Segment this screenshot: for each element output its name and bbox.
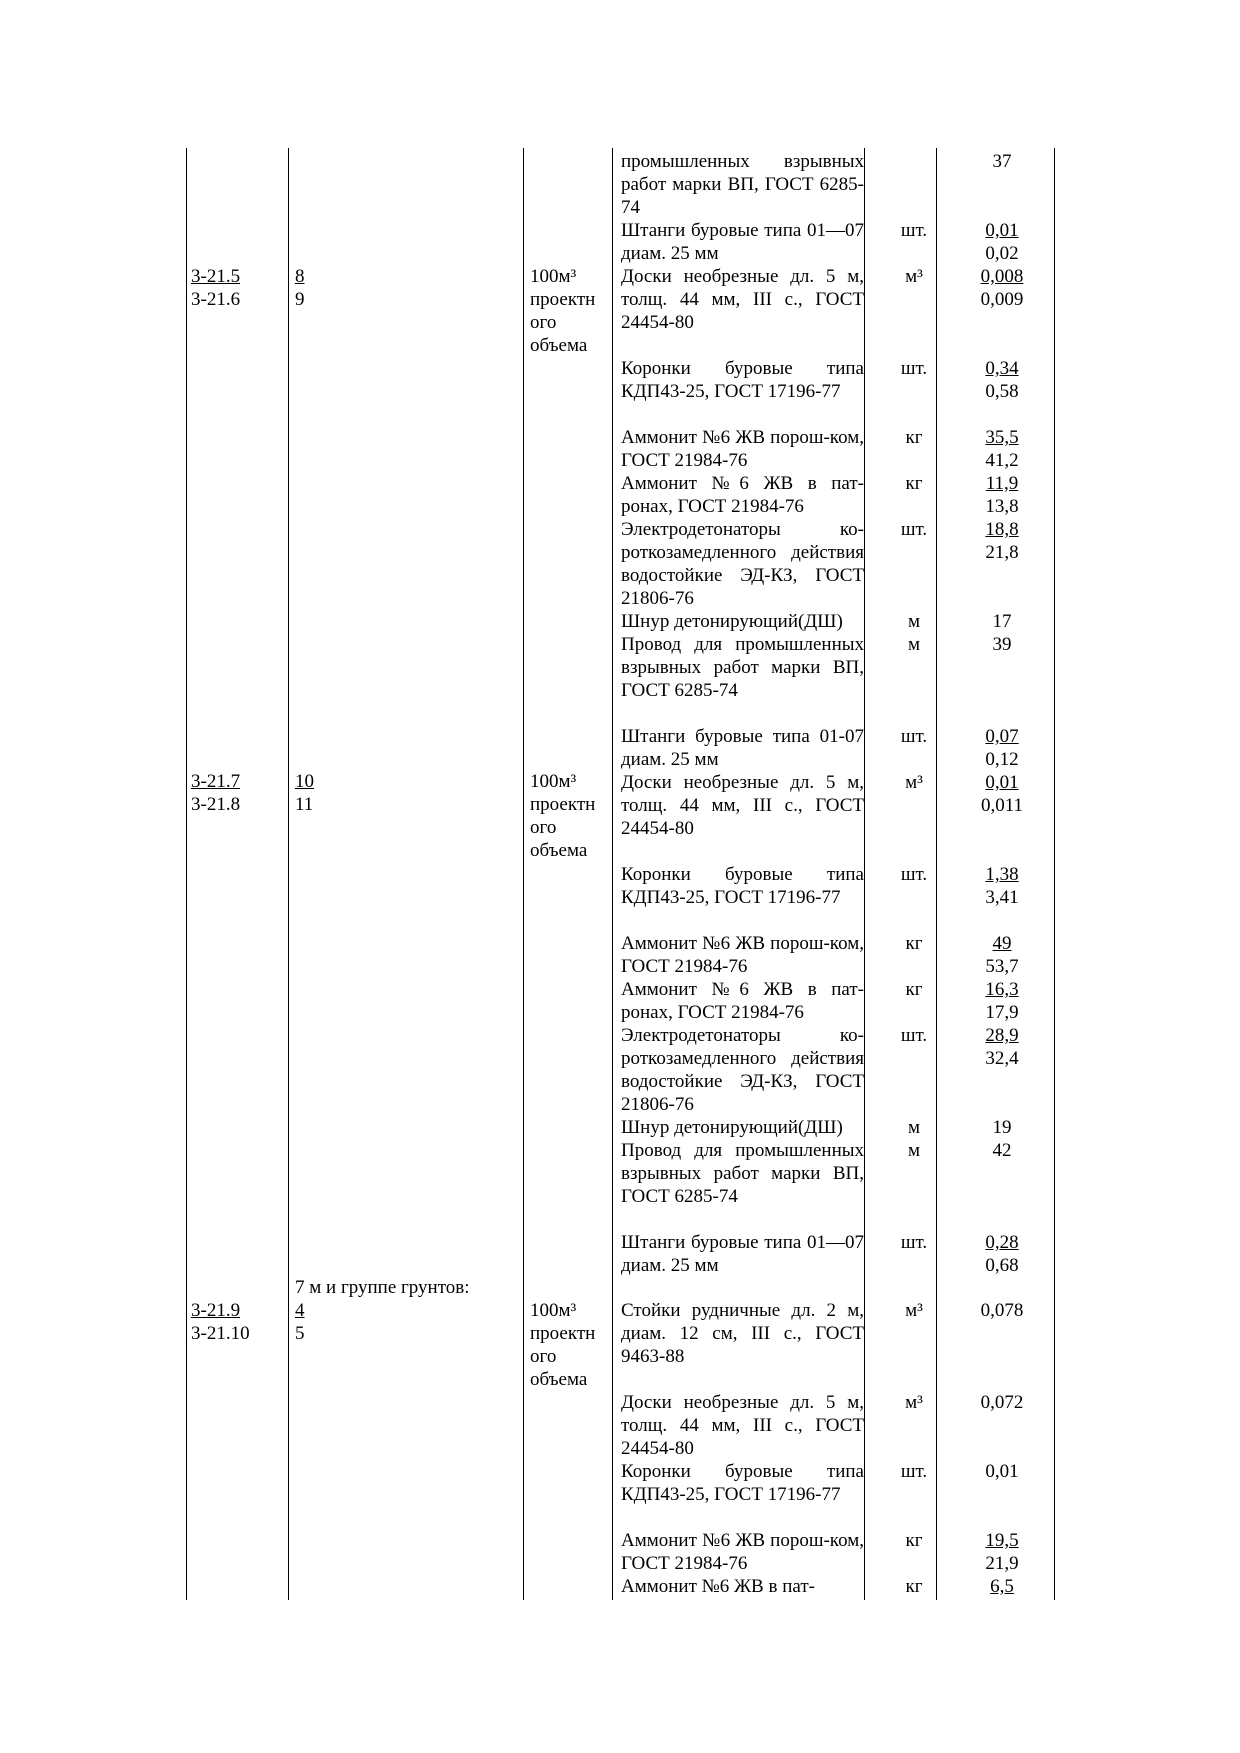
quantity-value: 28,9	[985, 1025, 1019, 1046]
resource-quantity	[942, 1529, 1062, 1575]
quantity-value-alt: 0,009	[980, 289, 1024, 310]
resource-quantity	[942, 518, 1062, 564]
norm-number: 8	[295, 266, 305, 287]
quantity-value: 0,01	[985, 1461, 1019, 1482]
resource-quantity	[942, 265, 1062, 311]
resource-unit: м	[907, 1117, 921, 1138]
quantity-value: 0,078	[980, 1300, 1024, 1321]
quantity-value-alt: 0,02	[985, 243, 1019, 264]
quantity-value-alt: 41,2	[985, 450, 1019, 471]
resource-quantity	[942, 1391, 1062, 1414]
resource-unit: м³	[905, 772, 923, 793]
resource-quantity	[942, 863, 1062, 909]
resource-unit: кг	[905, 1576, 923, 1597]
table-border-left	[186, 148, 187, 1600]
resource-quantity	[942, 219, 1062, 265]
resource-quantity	[942, 1024, 1062, 1070]
resource-unit: шт.	[900, 726, 928, 747]
resource-unit: шт.	[900, 1461, 928, 1482]
resource-quantity	[942, 725, 1062, 771]
group-header: 7 м и группе грунтов:	[295, 1277, 470, 1298]
resource-description: Доски необрезные дл. 5 м, толщ. 44 мм, III с., ГОСТ 24454-80	[621, 266, 864, 333]
resource-unit: м³	[905, 266, 923, 287]
norm-number: 9	[295, 289, 305, 310]
quantity-value-alt: 17,9	[985, 1002, 1019, 1023]
resource-unit: шт.	[900, 220, 928, 241]
resource-unit: м³	[905, 1392, 923, 1413]
resource-unit: кг	[905, 979, 923, 1000]
resource-quantity	[942, 1116, 1062, 1139]
resource-quantity	[942, 771, 1062, 817]
resource-description: Шнур детонирующий(ДШ)	[621, 1117, 843, 1138]
quantity-value: 0,008	[980, 266, 1024, 287]
resource-quantity	[942, 1460, 1062, 1483]
resource-unit: кг	[905, 427, 923, 448]
quantity-value: 11,9	[985, 473, 1019, 494]
resource-unit: кг	[905, 1530, 923, 1551]
quantity-value: 42	[992, 1140, 1012, 1161]
resource-description: Коронки буровые типа КДП43-25, ГОСТ 17196-77	[621, 864, 864, 908]
quantity-value: 0,34	[985, 358, 1019, 379]
quantity-value: 16,3	[985, 979, 1019, 1000]
quantity-value: 0,01	[985, 772, 1019, 793]
resource-quantity	[942, 150, 1062, 173]
quantity-value-alt: 53,7	[985, 956, 1019, 977]
resource-unit: шт.	[900, 1025, 928, 1046]
resource-quantity	[942, 978, 1062, 1024]
resource-description: Аммонит №6 ЖВ порош-ком, ГОСТ 21984-76	[621, 427, 864, 471]
resource-description: Штанги буровые типа 01—07 диам. 25 мм	[621, 220, 864, 264]
resource-unit: м	[907, 1140, 921, 1161]
quantity-value-alt: 21,8	[985, 542, 1019, 563]
table-rule-col2	[288, 148, 289, 1600]
norm-number: 4	[295, 1300, 305, 1321]
resource-quantity	[942, 472, 1062, 518]
resource-unit: м³	[905, 1300, 923, 1321]
norm-code: 3-21.5	[191, 266, 241, 287]
quantity-value: 39	[992, 634, 1012, 655]
quantity-value-alt: 3,41	[985, 887, 1019, 908]
quantity-value: 1,38	[985, 864, 1019, 885]
resource-description: Провод для промышленных взрывных работ марки ВП, ГОСТ 6285-74	[621, 634, 864, 701]
resource-quantity	[942, 426, 1062, 472]
quantity-value-alt: 21,9	[985, 1553, 1019, 1574]
quantity-value: 17	[992, 611, 1012, 632]
resource-description: Коронки буровые типа КДП43-25, ГОСТ 17196-77	[621, 358, 864, 402]
quantity-value: 0,01	[985, 220, 1019, 241]
resource-description: Стойки рудничные дл. 2 м, диам. 12 см, III с., ГОСТ 9463-88	[621, 1300, 864, 1367]
quantity-value-alt: 0,011	[980, 795, 1024, 816]
resource-description: Штанги буровые типа 01—07 диам. 25 мм	[621, 1232, 864, 1276]
resource-unit: м	[907, 611, 921, 632]
quantity-value: 6,5	[990, 1576, 1014, 1597]
norm-number: 10	[295, 771, 314, 792]
resource-description: Аммонит №6 ЖВ в пат-ронах, ГОСТ 21984-76	[621, 979, 864, 1023]
quantity-value-alt: 0,12	[985, 749, 1019, 770]
table-rule-col3	[523, 148, 524, 1600]
resource-quantity	[942, 932, 1062, 978]
norm-code: 3-21.7	[191, 771, 241, 792]
resource-quantity	[942, 1139, 1062, 1162]
measure-unit: 100м³ проектн ого объема	[530, 266, 596, 356]
resource-quantity	[942, 610, 1062, 633]
norm-code: 3-21.10	[191, 1323, 250, 1344]
resource-quantity	[942, 633, 1062, 656]
resource-description: Аммонит №6 ЖВ порош-ком, ГОСТ 21984-76	[621, 933, 864, 977]
resource-quantity	[942, 1575, 1062, 1598]
resource-description: промышленных взрывных работ марки ВП, ГОСТ 6285-74	[621, 151, 864, 218]
table-rule-col4	[612, 148, 613, 1600]
resource-unit: шт.	[900, 864, 928, 885]
quantity-value-alt: 32,4	[985, 1048, 1019, 1069]
resource-description: Электродетонаторы ко-роткозамедленного действия водостойкие ЭД-КЗ, ГОСТ 21806-76	[621, 1025, 864, 1115]
quantity-value: 19,5	[985, 1530, 1019, 1551]
quantity-value: 19	[992, 1117, 1012, 1138]
resource-description: Штанги буровые типа 01-07 диам. 25 мм	[621, 726, 864, 770]
resource-unit: кг	[905, 473, 923, 494]
quantity-value: 37	[992, 151, 1012, 172]
norm-number: 5	[295, 1323, 305, 1344]
resource-description: Аммонит №6 ЖВ в пат-ронах, ГОСТ 21984-76	[621, 473, 864, 517]
quantity-value: 0,072	[980, 1392, 1024, 1413]
norm-code: 3-21.9	[191, 1300, 241, 1321]
quantity-value-alt: 0,58	[985, 381, 1019, 402]
resource-description: Коронки буровые типа КДП43-25, ГОСТ 17196-77	[621, 1461, 864, 1505]
resource-description: Доски необрезные дл. 5 м, толщ. 44 мм, III с., ГОСТ 24454-80	[621, 772, 864, 839]
table-rule-col5	[864, 148, 865, 1600]
measure-unit: 100м³ проектн ого объема	[530, 1300, 596, 1390]
resource-description: Провод для промышленных взрывных работ марки ВП, ГОСТ 6285-74	[621, 1140, 864, 1207]
quantity-value: 35,5	[985, 427, 1019, 448]
resource-unit: шт.	[900, 358, 928, 379]
norm-code: 3-21.6	[191, 289, 241, 310]
measure-unit: 100м³ проектн ого объема	[530, 771, 596, 861]
quantity-value: 0,07	[985, 726, 1019, 747]
resource-unit: м	[907, 634, 921, 655]
norm-number: 11	[295, 794, 314, 815]
resource-description: Аммонит №6 ЖВ в пат-	[621, 1576, 815, 1597]
resource-unit: кг	[905, 933, 923, 954]
quantity-value-alt: 13,8	[985, 496, 1019, 517]
resource-quantity	[942, 1299, 1062, 1322]
resource-description: Доски необрезные дл. 5 м, толщ. 44 мм, III с., ГОСТ 24454-80	[621, 1392, 864, 1459]
quantity-value: 18,8	[985, 519, 1019, 540]
resource-description: Аммонит №6 ЖВ порош-ком, ГОСТ 21984-76	[621, 1530, 864, 1574]
resource-description: Шнур детонирующий(ДШ)	[621, 611, 843, 632]
resource-unit: шт.	[900, 1232, 928, 1253]
resource-unit: шт.	[900, 519, 928, 540]
quantity-value: 49	[992, 933, 1012, 954]
resource-description: Электродетонаторы ко-роткозамедленного действия водостойкие ЭД-КЗ, ГОСТ 21806-76	[621, 519, 864, 609]
norm-code: 3-21.8	[191, 794, 241, 815]
quantity-value: 0,28	[985, 1232, 1019, 1253]
quantity-value-alt: 0,68	[985, 1255, 1019, 1276]
resource-quantity	[942, 357, 1062, 403]
resource-quantity	[942, 1231, 1062, 1277]
